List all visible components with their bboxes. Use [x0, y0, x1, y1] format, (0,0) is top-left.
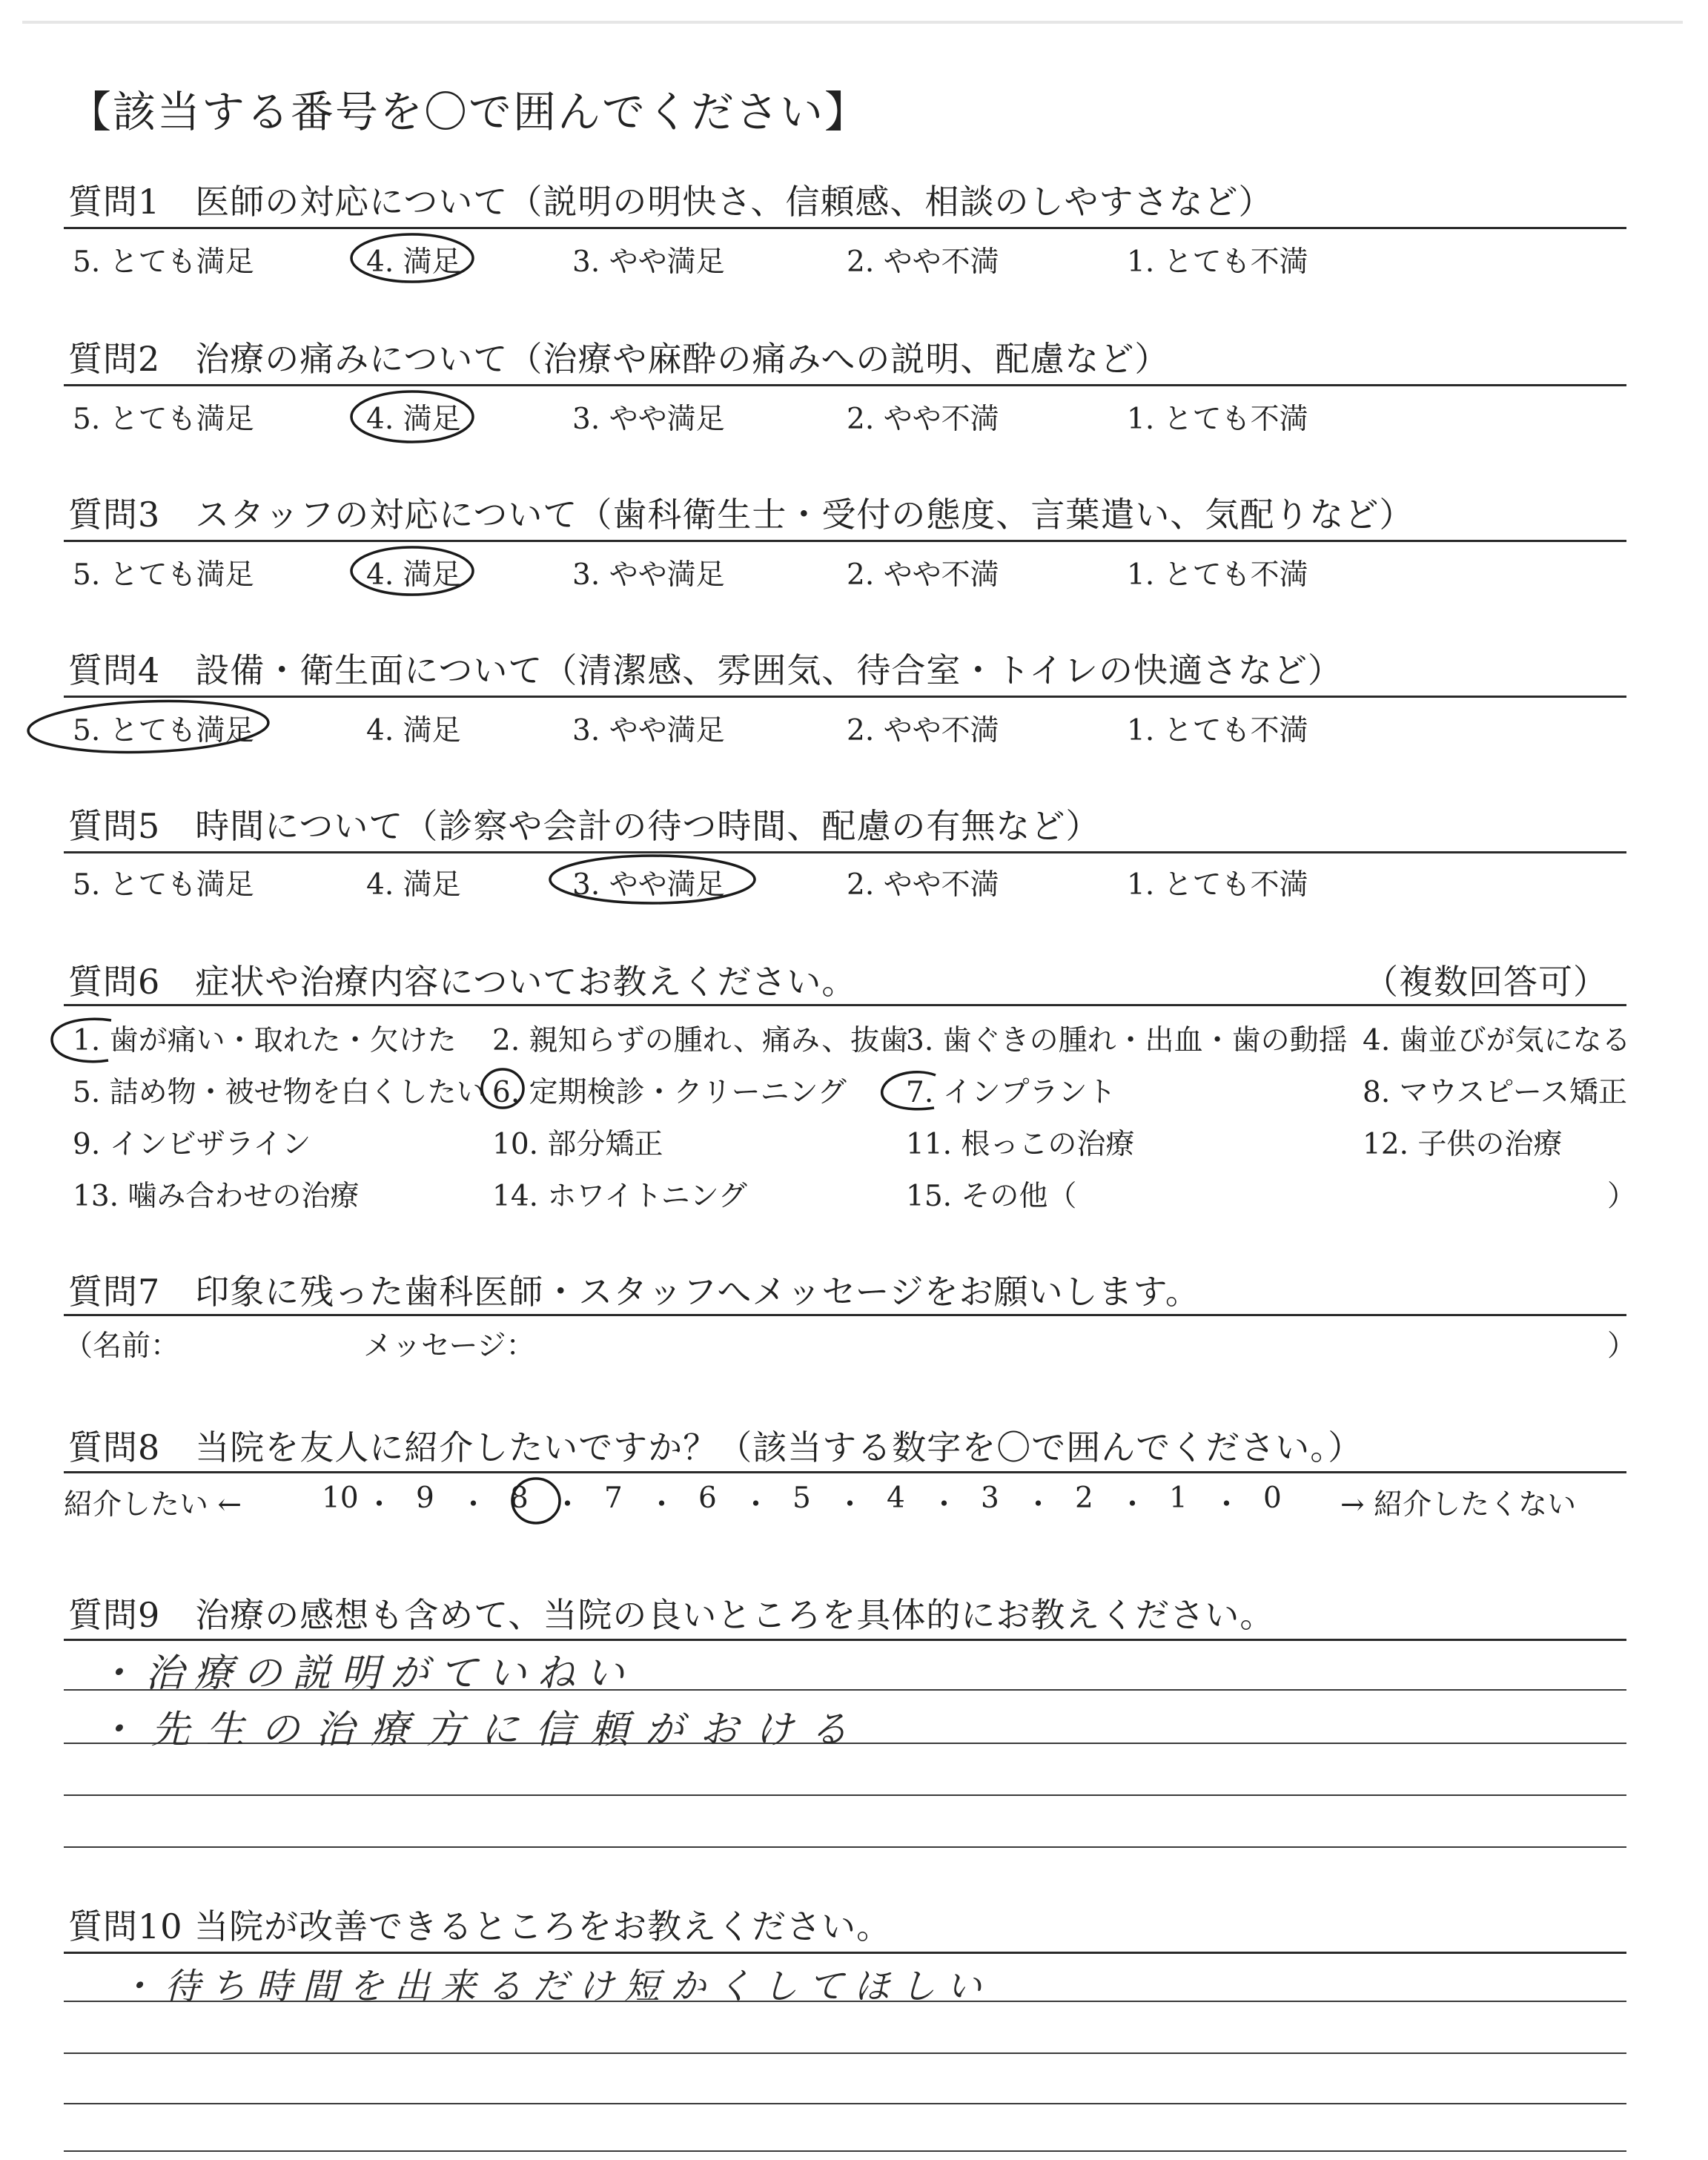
- q3-option-5[interactable]: 5. とても満足: [73, 558, 254, 592]
- question-4-rule: [64, 696, 1626, 698]
- q2-option-5[interactable]: 5. とても満足: [73, 403, 254, 436]
- q6-item-12[interactable]: 12. 子供の治療: [1363, 1128, 1563, 1161]
- question-8-title: 質問8 当院を友人に紹介したいですか？（該当する数字を〇で囲んでください。）: [68, 1427, 1363, 1467]
- question-5-title: 質問5 時間について（診察や会計の待つ時間、配慮の有無など）: [68, 806, 1101, 846]
- page-top-edge: [22, 21, 1683, 24]
- q6-item-13[interactable]: 13. 噛み合わせの治療: [73, 1180, 360, 1213]
- q8-scale-separator: ・: [1118, 1488, 1148, 1522]
- q6-item-9[interactable]: 9. インビザライン: [73, 1128, 311, 1161]
- q3-option-3[interactable]: 3. やや満足: [572, 558, 725, 592]
- q10-answer-line-4: [64, 2150, 1626, 2152]
- q5-option-1[interactable]: 1. とても不満: [1127, 868, 1308, 902]
- q6-item-6[interactable]: 6. 定期検診・クリーニング: [492, 1076, 847, 1109]
- q4-option-3[interactable]: 3. やや満足: [572, 714, 725, 747]
- q8-scale-3[interactable]: 3: [981, 1482, 999, 1515]
- q8-right-label: → 紹介したくない: [1340, 1488, 1577, 1522]
- q8-scale-7[interactable]: 7: [604, 1482, 623, 1515]
- question-2-rule: [64, 384, 1626, 386]
- question-8-rule: [64, 1471, 1626, 1473]
- q6-item-2[interactable]: 2. 親知らずの腫れ、痛み、抜歯: [492, 1024, 909, 1057]
- q6-other-close-paren: ）: [1607, 1180, 1637, 1213]
- q1-option-1[interactable]: 1. とても不満: [1127, 245, 1308, 279]
- q10-answer-line-2: [64, 2052, 1626, 2054]
- question-10-title: 質問10 当院が改善できるところをお教えください。: [68, 1906, 892, 1946]
- q9-answer-line-4: [64, 1846, 1626, 1848]
- question-10-rule: [64, 1952, 1626, 1954]
- q8-left-label: 紹介したい ←: [64, 1488, 242, 1522]
- q2-option-4[interactable]: 4. 満足: [366, 403, 461, 436]
- q6-item-14[interactable]: 14. ホワイトニング: [492, 1180, 747, 1213]
- q8-scale-separator: ・: [835, 1488, 865, 1522]
- question-7-rule: [64, 1314, 1626, 1316]
- q10-answer-line-3: [64, 2103, 1626, 2104]
- q6-item-10[interactable]: 10. 部分矯正: [492, 1128, 663, 1161]
- q9-handwritten-answer-2: ・先生の治療方に信頼がおける: [96, 1708, 865, 1752]
- q7-name-label: （名前：: [64, 1330, 180, 1363]
- q6-item-5[interactable]: 5. 詰め物・被せ物を白くしたい: [73, 1076, 486, 1109]
- q10-handwritten-answer-1: ・待ち時間を出来るだけ短かくしてほしい: [119, 1966, 993, 2007]
- q8-scale-separator: ・: [741, 1488, 771, 1522]
- q8-scale-0[interactable]: 0: [1263, 1482, 1282, 1515]
- question-1-title: 質問1 医師の対応について（説明の明快さ、信頼感、相談のしやすさなど）: [68, 182, 1274, 222]
- q8-scale-10[interactable]: 10: [322, 1482, 359, 1515]
- q9-handwritten-answer-1: ・治療の説明がていねい: [96, 1651, 635, 1696]
- q1-option-3[interactable]: 3. やや満足: [572, 245, 725, 279]
- q1-option-4[interactable]: 4. 満足: [366, 245, 461, 279]
- question-1-rule: [64, 227, 1626, 229]
- q8-scale-separator: ・: [1024, 1488, 1053, 1522]
- q8-scale-1[interactable]: 1: [1169, 1482, 1188, 1515]
- question-5-rule: [64, 851, 1626, 853]
- q4-option-4[interactable]: 4. 満足: [366, 714, 461, 747]
- q5-option-5[interactable]: 5. とても満足: [73, 868, 254, 902]
- q4-option-5[interactable]: 5. とても満足: [73, 714, 254, 747]
- q1-option-2[interactable]: 2. やや不満: [847, 245, 999, 279]
- question-9-title: 質問9 治療の感想も含めて、当院の良いところを具体的にお教えください。: [68, 1595, 1275, 1635]
- q6-item-11[interactable]: 11. 根っこの治療: [906, 1128, 1135, 1161]
- q2-option-2[interactable]: 2. やや不満: [847, 403, 999, 436]
- q8-scale-separator: ・: [553, 1488, 583, 1522]
- q5-option-4[interactable]: 4. 満足: [366, 868, 461, 902]
- q8-scale-4[interactable]: 4: [887, 1482, 905, 1515]
- q2-option-3[interactable]: 3. やや満足: [572, 403, 725, 436]
- question-9-rule: [64, 1639, 1626, 1641]
- question-3-rule: [64, 540, 1626, 542]
- q6-item-3[interactable]: 3. 歯ぐきの腫れ・出血・歯の動揺: [906, 1024, 1348, 1057]
- q4-option-2[interactable]: 2. やや不満: [847, 714, 999, 747]
- q2-option-1[interactable]: 1. とても不満: [1127, 403, 1308, 436]
- q8-scale-5[interactable]: 5: [792, 1482, 811, 1515]
- q3-option-4[interactable]: 4. 満足: [366, 558, 461, 592]
- q7-close-paren: ）: [1607, 1330, 1637, 1363]
- question-7-title: 質問7 印象に残った歯科医師・スタッフへメッセージをお願いします。: [68, 1272, 1200, 1312]
- q4-option-1[interactable]: 1. とても不満: [1127, 714, 1308, 747]
- question-6-title: 質問6 症状や治療内容についてお教えください。: [68, 962, 857, 1002]
- question-4-title: 質問4 設備・衛生面について（清潔感、雰囲気、待合室・トイレの快適さなど）: [68, 650, 1343, 690]
- page-title: 【該当する番号を〇で囲んでください】: [68, 87, 870, 137]
- q6-item-15[interactable]: 15. その他（: [906, 1180, 1077, 1213]
- q8-scale-separator: ・: [1212, 1488, 1242, 1522]
- q8-scale-separator: ・: [647, 1488, 677, 1522]
- question-6-note: （複数回答可）: [1364, 962, 1608, 1002]
- q6-item-7[interactable]: 7. インプラント: [906, 1076, 1116, 1109]
- question-2-title: 質問2 治療の痛みについて（治療や麻酔の痛みへの説明、配慮など）: [68, 339, 1170, 379]
- q7-message-label: メッセージ：: [363, 1330, 535, 1363]
- q5-option-2[interactable]: 2. やや不満: [847, 868, 999, 902]
- q8-scale-separator: ・: [459, 1488, 489, 1522]
- q6-item-8[interactable]: 8. マウスピース矯正: [1363, 1076, 1627, 1109]
- q3-option-2[interactable]: 2. やや不満: [847, 558, 999, 592]
- q8-scale-8[interactable]: 8: [510, 1482, 529, 1515]
- q6-item-4[interactable]: 4. 歯並びが気になる: [1363, 1024, 1631, 1057]
- question-6-rule: [64, 1004, 1626, 1006]
- question-3-title: 質問3 スタッフの対応について（歯科衛生士・受付の態度、言葉遣い、気配りなど）: [68, 495, 1414, 535]
- q8-scale-2[interactable]: 2: [1075, 1482, 1093, 1515]
- q8-scale-9[interactable]: 9: [416, 1482, 434, 1515]
- q3-option-1[interactable]: 1. とても不満: [1127, 558, 1308, 592]
- q8-scale-separator: ・: [365, 1488, 394, 1522]
- q8-scale-6[interactable]: 6: [698, 1482, 717, 1515]
- q6-item-1[interactable]: 1. 歯が痛い・取れた・欠けた: [73, 1024, 457, 1057]
- q8-scale-separator: ・: [930, 1488, 959, 1522]
- q5-option-3[interactable]: 3. やや満足: [572, 868, 725, 902]
- q9-answer-line-3: [64, 1794, 1626, 1796]
- q1-option-5[interactable]: 5. とても満足: [73, 245, 254, 279]
